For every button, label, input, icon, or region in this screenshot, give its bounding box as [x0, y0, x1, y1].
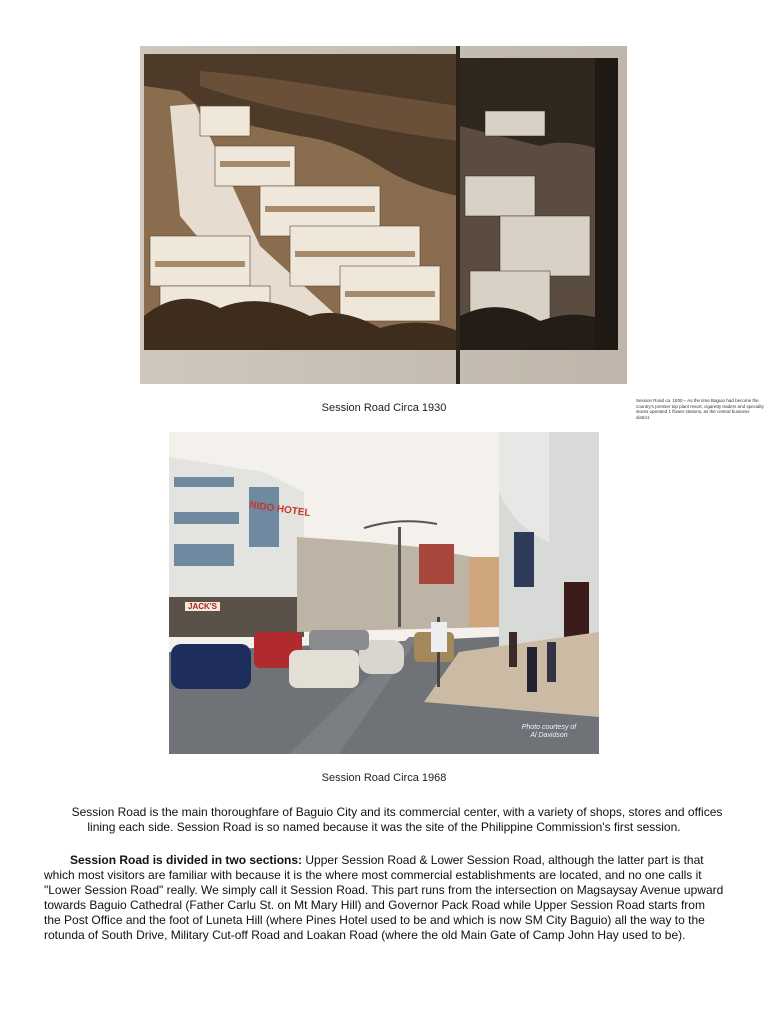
paragraph-intro — [44, 805, 724, 835]
sepia-book-photo — [140, 46, 627, 384]
book-page-caption: Session Road ca. 1930 – As the time Baguio had become the country's premier top plant resort, cigaretty traders and specialty stores operated 1 flower stations, as the central business district. — [636, 398, 764, 420]
caption-1968: Session Road Circa 1968 — [321, 772, 447, 784]
paragraph-sections-lead: Session Road is divided in two sections: — [70, 853, 303, 867]
paragraph-sections-text: Upper Session Road & Lower Session Road, although the latter part is that which most visitors are familiar with because it is the where most commercial establishments are located, and no one calls it "Lower Session Road" really. We simply call it Session Road. This part runs from the intersection on Magsaysay Avenue upward towards Baguio Cathedral (Father Carlu St. on Mt Mary Hill) and Governor Pack Road while Upper Session Road starts from the Post Office and the foot of Luneta Hill (where Pines Hotel used to be and which is now SM City Baguio) all the way to the rotunda of South Drive, Military Cut-off Road and Loakan Road (where the old Main Gate of Camp John Hay used to be). — [44, 853, 724, 942]
paragraph-intro-text: Session Road is the main thoroughfare of Baguio City and its commercial center, with a variety of shops, stores and offices lining each side. Session Road is so named because it was the site of the Philippine Commission's first session. — [71, 805, 723, 834]
photo-credit: Photo courtesy of Al Davidson — [521, 724, 577, 739]
caption-1930: Session Road Circa 1930 — [321, 402, 447, 414]
paragraph-sections — [44, 853, 724, 943]
color-street-photo — [169, 432, 599, 754]
photo-session-road-1968 — [169, 432, 599, 754]
hotel-sign: NIDO HOTEL — [248, 499, 312, 520]
jacks-sign: JACK'S — [185, 602, 220, 611]
